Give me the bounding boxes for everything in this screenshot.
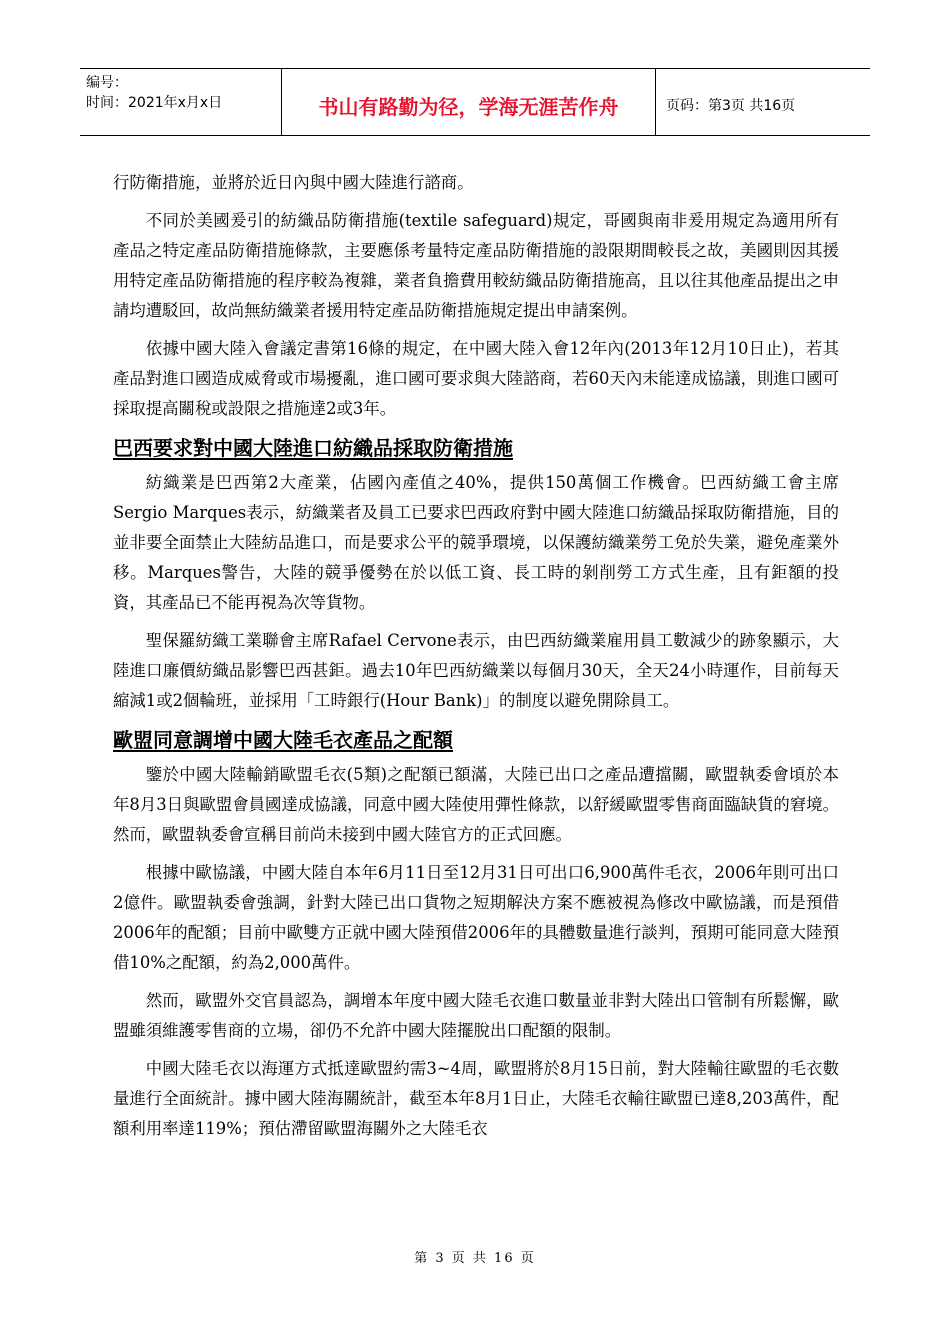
header-code: 编号： <box>86 75 128 91</box>
paragraph-6: 鑒於中國大陸輸銷歐盟毛衣(5類)之配額已額滿，大陸已出口之產品遭擋關，歐盟執委會頃於本年8月3日與歐盟會員國達成協議，同意中國大陸使用彈性條款，以舒緩歐盟零售商面臨缺貨的窘境。然而，歐盟執委會宣稱目前尚未接到中國大陸官方的正式回應。 <box>113 765 839 844</box>
header-time: 时间：2021年x月x日 <box>86 95 223 111</box>
paragraph-9: 中國大陸毛衣以海運方式抵達歐盟約需3~4周，歐盟將於8月15日前，對大陸輸往歐盟的毛衣數量進行全面統計。據中國大陸海關統計，截至本年8月1日止，大陸毛衣輸往歐盟已達8,203萬件，配額利用率達119%；預估滯留歐盟海關外之大陸毛衣 <box>113 1059 839 1138</box>
section-heading-eu: 歐盟同意調增中國大陸毛衣產品之配額 <box>113 728 453 752</box>
paragraph-2: 不同於美國爰引的紡織品防衛措施(textile safeguard)規定，哥國與南非爰用規定為適用所有產品之特定產品防衛措施條款，主要應係考量特定產品防衛措施的設限期間較長之故，美國則因其援用特定產品防衛措施的程序較為複雜，業者負擔費用較紡織品防衛措施高，且以往其他產品提出之申請均遭駁回，故尚無紡織業者援用特定產品防衛措施規定提出申請案例。 <box>113 211 839 320</box>
header-motto: 书山有路勤为径，学海无涯苦作舟 <box>282 69 656 135</box>
document-body <box>113 168 839 1152</box>
paragraph-8: 然而，歐盟外交官員認為，調增本年度中國大陸毛衣進口數量並非對大陸出口管制有所鬆懈，歐盟雖須維護零售商的立場，卻仍不允許中國大陸擺脫出口配額的限制。 <box>113 991 839 1040</box>
paragraph-5: 聖保羅紡織工業聯會主席Rafael Cervone表示，由巴西紡織業雇用員工數減少的跡象顯示，大陸進口廉價紡織品影響巴西甚鉅。過去10年巴西紡織業以每個月30天，全天24小時運作，目前每天縮減1或2個輪班，並採用「工時銀行(Hour Bank)」的制度以避免開除員工。 <box>113 631 839 710</box>
header-page-info: 页码：第3页 共16页 <box>666 98 796 114</box>
page-header <box>80 68 870 136</box>
paragraph-3: 依據中國大陸入會議定書第16條的規定，在中國大陸入會12年內(2013年12月10日止)，若其產品對進口國造成威脅或市場擾亂，進口國可要求與大陸諮商，若60天內未能達成協議，則進口國可採取提高關稅或設限之措施達2或3年。 <box>113 339 839 418</box>
paragraph-4: 紡織業是巴西第2大產業，佔國內產值之40%，提供150萬個工作機會。巴西紡織工會主席Sergio Marques表示，紡織業者及員工已要求巴西政府對中國大陸進口紡織品採取防衛措施，目的並非要全面禁止大陸紡品進口，而是要求公平的競爭環境，以保護紡織業勞工免於失業，避免產業外移。Marques警告，大陸的競爭優勢在於以低工資、長工時的剝削勞工方式生產，且有鉅額的投資，其產品已不能再視為次等貨物。 <box>113 473 839 612</box>
header-meta <box>80 69 282 135</box>
paragraph-7: 根據中歐協議，中國大陸自本年6月11日至12月31日可出口6,900萬件毛衣，2006年則可出口2億件。歐盟執委會強調，針對大陸已出口貨物之短期解決方案不應被視為修改中歐協議，而是預借2006年的配額；目前中歐雙方正就中國大陸預借2006年的具體數量進行談判，預期可能同意大陸預借10%之配額，約為2,000萬件。 <box>113 863 839 972</box>
section-heading-brazil: 巴西要求對中國大陸進口紡織品採取防衛措施 <box>113 436 513 460</box>
page-footer: 第 3 页 共 16 页 <box>414 1251 536 1266</box>
paragraph-1: 行防衛措施，並將於近日內與中國大陸進行諮商。 <box>113 173 474 192</box>
